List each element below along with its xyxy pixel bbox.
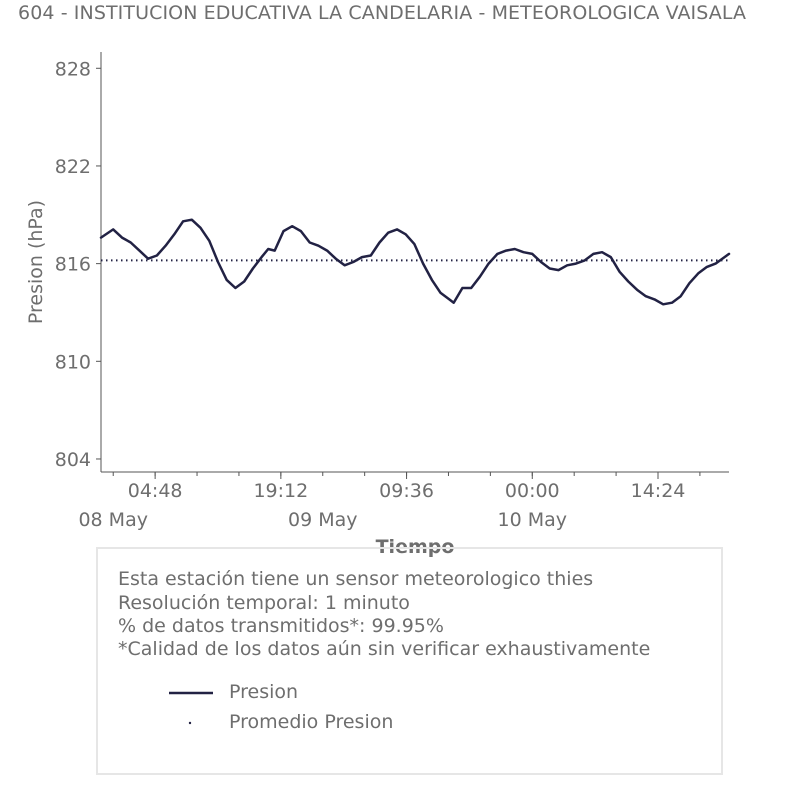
- chart-title: 604 - INSTITUCION EDUCATIVA LA CANDELARIA - METEOROLOGICA VAISALA: [18, 2, 747, 24]
- info-box: [96, 547, 723, 775]
- x-tick-label: 04:48: [127, 480, 183, 502]
- x-tick-label: 14:24: [630, 480, 686, 502]
- legend-entry-presion: [168, 681, 468, 705]
- y-tick-label: 804: [54, 448, 91, 471]
- y-tick-label: 822: [54, 155, 91, 178]
- y-axis-title: Presion (hPa): [25, 199, 47, 325]
- x-tick-label: 09:36: [379, 480, 434, 502]
- legend-solid-line-swatch: [168, 681, 214, 705]
- legend-label-presion: Presion: [229, 681, 299, 703]
- x-axis-title: Tiempo: [375, 536, 455, 558]
- x-date-label: 08 May: [78, 509, 148, 531]
- x-tick-label: 00:00: [504, 480, 560, 502]
- labels-layer: [25, 58, 685, 558]
- x-date-label: 09 May: [287, 509, 358, 531]
- pressure-line: [101, 220, 729, 305]
- x-date-label: 10 May: [497, 509, 568, 531]
- chart-axes: [96, 52, 729, 479]
- legend-dotted-line-swatch: [168, 711, 214, 735]
- info-line-resolution: Resolución temporal: 1 minuto: [118, 592, 410, 614]
- y-tick-label: 828: [54, 58, 91, 81]
- legend-entry-promedio-presion: [168, 711, 468, 735]
- x-tick-label: 19:12: [253, 480, 309, 502]
- y-tick-label: 810: [54, 351, 91, 374]
- series-layer: [101, 220, 729, 305]
- info-line-quality-note: *Calidad de los datos aún sin verificar exhaustivamente: [118, 638, 651, 660]
- legend-label-promedio-presion: Promedio Presion: [229, 711, 394, 733]
- info-line-transmitted: % de datos transmitidos*: 99.95%: [118, 615, 444, 637]
- y-tick-label: 816: [54, 253, 91, 276]
- info-line-sensor: Esta estación tiene un sensor meteorologico thies: [118, 568, 594, 590]
